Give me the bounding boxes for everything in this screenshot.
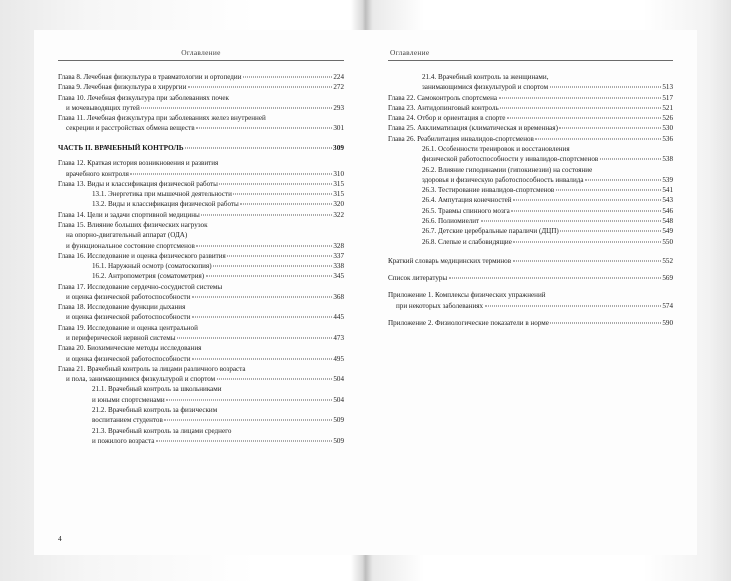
toc-entry: [388, 237, 673, 247]
toc-entry-text: Глава 8. Лечебная физкультура в травматологии и ортопедии: [58, 73, 242, 81]
toc-entry: [58, 323, 344, 333]
toc-page-number: 504: [333, 395, 344, 404]
toc-page-number: 310: [333, 169, 344, 178]
toc-entry: [58, 189, 344, 199]
toc-entry-text: при некоторых заболеваниях: [396, 301, 484, 310]
toc-entry: [58, 199, 344, 209]
toc-page-number: 315: [333, 179, 344, 188]
toc-spacer: [388, 266, 673, 273]
toc-entry-text: физической работоспособности у инвалидов-спортсменов: [422, 155, 599, 164]
toc-entry-text: 26.8. Слепые и слабовидящие: [422, 237, 512, 246]
toc-page-number: 552: [662, 256, 673, 265]
toc-part-heading-text: ЧАСТЬ II. ВРАЧЕБНЫЙ КОНТРОЛЬ: [58, 142, 184, 152]
toc-entry-continuation: [58, 169, 344, 179]
toc-entry: [58, 302, 344, 312]
running-head-right: Оглавление: [388, 48, 673, 61]
toc-entry: [388, 273, 673, 283]
toc-entry: [58, 261, 344, 271]
toc-leader-dots: [164, 420, 332, 421]
toc-entry: [58, 405, 344, 415]
right-page: [366, 30, 697, 555]
toc-entry: [388, 113, 673, 123]
toc-leader-dots: [500, 107, 661, 108]
toc-entry-text: Глава 24. Отбор и ориентация в спорте: [388, 114, 506, 123]
running-head-left: Оглавление: [58, 48, 344, 61]
toc-entry: [58, 72, 344, 82]
toc-entry-text: Глава 23. Антидопинговый контроль: [388, 103, 499, 112]
toc-leader-dots: [156, 440, 332, 441]
toc-entry-text: 26.5. Травмы спинного мозга: [422, 206, 510, 215]
toc-entry-text: и пола, занимающимися физкультурой и спортом: [66, 375, 216, 384]
toc-entry-text: Краткий словарь медицинских терминов: [388, 256, 512, 265]
toc-entry-text: и юными спортсменами: [92, 395, 165, 404]
toc-entry-text: Глава 12. Краткая история возникновения и развития: [58, 159, 219, 168]
toc-entry-text: Глава 13. Виды и классификация физической работы: [58, 179, 218, 188]
toc-entry: [388, 195, 673, 205]
toc-entry-continuation: [58, 354, 344, 364]
toc-entry-text: 26.2. Влияние гиподинамии (гипокинезии) на состояние: [422, 165, 593, 174]
toc-page-number: 521: [662, 103, 673, 112]
toc-leader-dots: [192, 317, 332, 318]
toc-entry: [388, 103, 673, 113]
toc-entry: [388, 216, 673, 226]
toc-leader-dots: [513, 241, 661, 242]
toc-leader-dots: [511, 210, 661, 211]
toc-entry-text: Глава 15. Влияние больших физических нагрузок: [58, 220, 208, 229]
toc-leader-dots: [192, 296, 332, 297]
toc-entry-continuation: [58, 395, 344, 405]
toc-entry-text: здоровья и физическую работоспособность инвалида: [422, 175, 584, 184]
table-of-contents-left: [58, 72, 344, 446]
toc-entry-text: 21.4. Врачебный контроль за женщинами,: [422, 73, 549, 81]
toc-entry-text: 26.1. Особенности тренировок и восстановления: [422, 144, 570, 153]
toc-entry-continuation: [58, 103, 344, 113]
toc-spacer: [388, 311, 673, 318]
toc-entry-text: 16.2. Антропометрия (соматометрия): [92, 272, 205, 281]
toc-entry-continuation: [58, 312, 344, 322]
toc-page-number: 590: [662, 318, 673, 327]
toc-page-number: 368: [333, 292, 344, 301]
toc-entry-continuation: [388, 301, 673, 311]
toc-leader-dots: [600, 159, 661, 160]
toc-entry-continuation: [58, 123, 344, 133]
toc-entry-text: врачебного контроля: [66, 169, 129, 178]
toc-leader-dots: [201, 214, 332, 215]
toc-entry: [58, 343, 344, 353]
toc-entry: [388, 93, 673, 103]
toc-entry: [58, 158, 344, 168]
toc-leader-dots: [196, 128, 332, 129]
toc-entry: [58, 282, 344, 292]
toc-entry: [388, 290, 673, 300]
toc-entry: [388, 134, 673, 144]
toc-leader-dots: [560, 231, 661, 232]
toc-page-number: 301: [333, 124, 344, 133]
toc-page-number: 548: [662, 216, 673, 225]
toc-leader-dots: [585, 179, 661, 180]
toc-entry-text: Глава 9. Лечебная физкультура в хирургии: [58, 83, 187, 92]
toc-leader-dots: [535, 138, 660, 139]
toc-entry-text: 21.2. Врачебный контроль за физическим: [92, 406, 218, 415]
toc-page-number: 224: [333, 73, 344, 81]
toc-leader-dots: [559, 128, 660, 129]
toc-page-number: 538: [662, 155, 673, 164]
toc-entry-continuation: [58, 292, 344, 302]
toc-page-number: 536: [662, 134, 673, 143]
toc-page-number: 569: [662, 274, 673, 283]
toc-page-number: 345: [333, 272, 344, 281]
toc-leader-dots: [499, 97, 661, 98]
toc-leader-dots: [233, 194, 331, 195]
toc-leader-dots: [507, 118, 661, 119]
toc-entry-text: и оценка физической работоспособности: [66, 313, 191, 322]
toc-entry-text: 26.3. Тестирование инвалидов-спортсменов: [422, 186, 555, 195]
toc-entry: [58, 384, 344, 394]
toc-page-number: 509: [333, 416, 344, 425]
toc-page-number: 550: [662, 237, 673, 246]
toc-page-number: 322: [333, 210, 344, 219]
toc-page-number: 309: [333, 142, 344, 152]
toc-leader-dots: [243, 77, 332, 78]
toc-entry-continuation: [58, 333, 344, 343]
toc-part-heading: [58, 143, 344, 154]
toc-page-number: 495: [333, 354, 344, 363]
toc-leader-dots: [485, 305, 661, 306]
left-page: [34, 30, 366, 555]
toc-entry-text: секреции и расстройствах обмена веществ: [66, 124, 195, 133]
toc-entry-text: Глава 19. Исследование и оценка центральной: [58, 323, 198, 332]
toc-leader-dots: [481, 220, 661, 221]
toc-leader-dots: [550, 322, 660, 323]
toc-entry-text: Глава 21. Врачебный контроль за лицами различного возраста: [58, 364, 246, 373]
toc-entry-text: Глава 20. Биохимические методы исследования: [58, 344, 202, 353]
toc-leader-dots: [240, 204, 332, 205]
toc-entry-text: 21.1. Врачебный контроль за школьниками: [92, 385, 222, 394]
toc-spacer: [388, 283, 673, 290]
toc-entry-text: Глава 16. Исследование и оценка физического развития: [58, 251, 226, 260]
toc-entry-continuation: [388, 154, 673, 164]
toc-page-number: 517: [662, 93, 673, 102]
toc-entry-text: и периферической нервной системы: [66, 334, 176, 343]
toc-page-number: 272: [333, 83, 344, 92]
table-of-contents-right: [388, 72, 673, 247]
toc-page-number: 509: [333, 436, 344, 445]
toc-page-number: 543: [662, 196, 673, 205]
table-of-contents-right-tail: [388, 256, 673, 328]
toc-entry-text: и функциональное состояние спортсменов: [66, 241, 195, 250]
toc-page-number: 530: [662, 124, 673, 133]
toc-leader-dots: [513, 260, 661, 261]
toc-entry: [388, 144, 673, 154]
toc-page-number: 315: [333, 190, 344, 199]
toc-entry: [388, 206, 673, 216]
toc-page-number: 526: [662, 114, 673, 123]
toc-entry-continuation: [58, 436, 344, 446]
toc-entry-text: 26.6. Полиомиелит: [422, 216, 480, 225]
toc-leader-dots: [213, 266, 332, 267]
toc-entry: [388, 185, 673, 195]
toc-entry-text: Глава 22. Самоконтроль спортсмена: [388, 93, 498, 102]
toc-entry: [58, 179, 344, 189]
toc-entry-continuation: [58, 374, 344, 384]
toc-page-number: 337: [333, 251, 344, 260]
toc-entry-continuation: [58, 241, 344, 251]
toc-entry-text: и оценка физической работоспособности: [66, 354, 191, 363]
toc-entry-text: Приложение 2. Физиологические показатели в норме: [388, 318, 549, 327]
toc-entry-continuation: [388, 82, 673, 92]
toc-page-number: 328: [333, 241, 344, 250]
page-number: 4: [58, 534, 62, 543]
toc-entry-continuation: [58, 415, 344, 425]
toc-entry: [58, 82, 344, 92]
toc-entry: [58, 113, 344, 123]
toc-leader-dots: [206, 276, 332, 277]
toc-page-number: 445: [333, 313, 344, 322]
toc-leader-dots: [217, 379, 332, 380]
toc-entry-text: 16.1. Наружный осмотр (соматоскопия): [92, 262, 212, 271]
toc-entry-text: Глава 17. Исследование сердечно-сосудистой системы: [58, 282, 223, 291]
toc-entry-text: на опорно-двигательный аппарат (ОДА): [66, 231, 188, 240]
toc-entry-text: 26.7. Детские церебральные параличи (ДЦП): [422, 227, 559, 236]
toc-page-number: 473: [333, 334, 344, 343]
toc-entry-text: и оценка физической работоспособности: [66, 292, 191, 301]
toc-entry-text: воспитанием студентов: [92, 416, 163, 425]
toc-entry-text: 13.2. Виды и классификация физической работы: [92, 200, 239, 209]
toc-leader-dots: [177, 338, 332, 339]
toc-entry-text: занимающимися физкультурой и спортом: [422, 83, 549, 92]
toc-leader-dots: [227, 255, 332, 256]
toc-page-number: 293: [333, 103, 344, 112]
toc-entry-text: Глава 25. Акклиматизация (климатическая и временная): [388, 124, 558, 133]
toc-entry-text: 26.4. Ампутация конечностей: [422, 196, 512, 205]
toc-leader-dots: [556, 190, 661, 191]
toc-leader-dots: [550, 87, 661, 88]
toc-entry: [58, 220, 344, 230]
toc-page-number: 539: [662, 175, 673, 184]
toc-leader-dots: [130, 173, 331, 174]
toc-page-number: 338: [333, 262, 344, 271]
toc-entry: [58, 93, 344, 103]
toc-entry-text: Глава 14. Цели и задачи спортивной медицины: [58, 210, 200, 219]
toc-page-number: 574: [662, 301, 673, 310]
toc-entry-continuation: [388, 175, 673, 185]
toc-page-number: 513: [662, 83, 673, 92]
toc-leader-dots: [449, 278, 661, 279]
toc-entry: [388, 123, 673, 133]
toc-leader-dots: [188, 87, 332, 88]
toc-page-number: 504: [333, 375, 344, 384]
toc-leader-dots: [192, 358, 332, 359]
toc-entry-text: 13.1. Энергетика при мышечной деятельности: [92, 190, 232, 199]
toc-leader-dots: [196, 245, 331, 246]
toc-entry-text: 21.3. Врачебный контроль за лицами среднего: [92, 426, 232, 435]
toc-entry: [58, 364, 344, 374]
toc-page-number: 541: [662, 186, 673, 195]
toc-page-number: 320: [333, 200, 344, 209]
toc-entry: [58, 210, 344, 220]
toc-entry-text: Список литературы: [388, 274, 448, 283]
toc-entry: [58, 251, 344, 261]
toc-leader-dots: [185, 147, 331, 148]
toc-entry: [388, 226, 673, 236]
toc-entry-text: и пожилого возраста: [92, 436, 155, 445]
toc-entry-text: Глава 10. Лечебная физкультура при заболеваниях почек: [58, 93, 229, 102]
toc-entry-text: Глава 11. Лечебная физкультура при заболеваниях желез внутренней: [58, 114, 266, 123]
toc-entry: [388, 256, 673, 266]
toc-entry: [388, 318, 673, 328]
toc-leader-dots: [219, 183, 331, 184]
toc-entry: [58, 426, 344, 436]
toc-entry: [58, 271, 344, 281]
toc-entry-text: Глава 18. Исследование функции дыхания: [58, 303, 186, 312]
toc-leader-dots: [166, 399, 332, 400]
toc-page-number: 546: [662, 206, 673, 215]
toc-leader-dots: [141, 107, 332, 108]
toc-entry-text: Глава 26. Реабилитация инвалидов-спортсменов: [388, 134, 534, 143]
toc-entry: [388, 72, 673, 82]
toc-entry: [388, 165, 673, 175]
toc-entry-continuation: [58, 230, 344, 240]
toc-page-number: 549: [662, 227, 673, 236]
toc-leader-dots: [513, 200, 661, 201]
toc-entry-text: Приложение 1. Комплексы физических упражнений: [388, 291, 546, 300]
toc-entry-text: и мочевыводящих путей: [66, 103, 140, 112]
open-book-spread: [34, 30, 697, 555]
